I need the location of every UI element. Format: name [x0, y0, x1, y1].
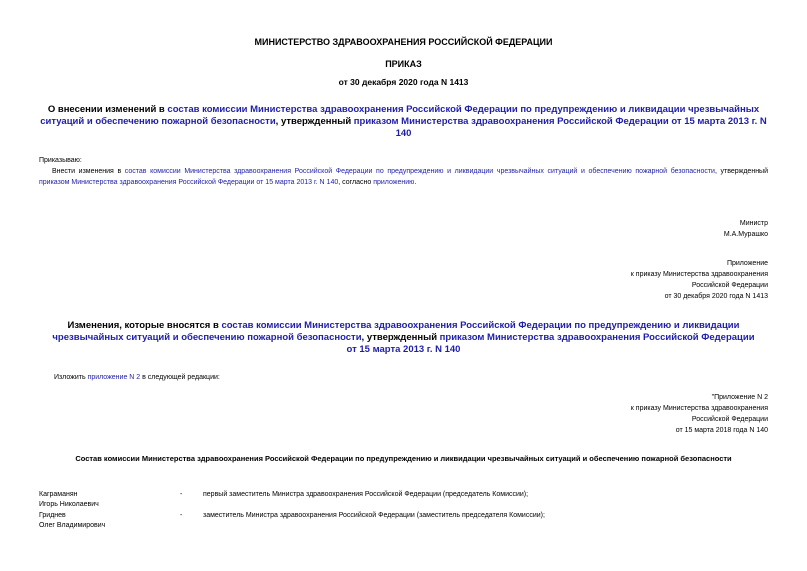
member-dash: -: [180, 512, 183, 519]
appendix-ref-line3: Российской Федерации: [691, 282, 768, 289]
changes-link-commission[interactable]: состав комиссии Министерства здравоохранения Российской Федерации по предупреждению и ликвидации чрезвычайных ситуаций и обеспечению пожарной безопасности: [52, 320, 740, 343]
composition-title: Состав комиссии Министерства здравоохранения Российской Федерации по предупреждению и ликвидации чрезвычайных ситуаций и обеспечению пожарной безопасности: [75, 454, 732, 463]
instruction: [54, 372, 220, 383]
order-link-commission[interactable]: состав комиссии Министерства здравоохранения Российской Федерации по предупреждению и ликвидации чрезвычайных ситуаций и обеспечению пожарной безопасности: [124, 168, 715, 175]
member-given-name: Игорь Николаевич: [39, 501, 99, 508]
appendix2-ref-line4: от 15 марта 2018 года N 140: [675, 427, 768, 434]
signatory-name: М.А.Мурашко: [723, 231, 768, 238]
member-role: первый заместитель Министра здравоохранения Российской Федерации (председатель Комиссии);: [203, 491, 529, 498]
changes-link-order-140[interactable]: приказом Министерства здравоохранения Российской Федерации от 15 марта 2013 г. N 140: [346, 332, 755, 355]
member-surname: Гриднев: [39, 512, 66, 519]
member-given-name: Олег Владимирович: [39, 522, 106, 529]
appendix2-ref: [631, 392, 768, 436]
prikazyvayu-label: Приказываю:: [39, 157, 82, 164]
title-link-order-140[interactable]: приказом Министерства здравоохранения Российской Федерации от 15 марта 2013 г. N 140: [353, 116, 767, 139]
title-link-commission[interactable]: состав комиссии Министерства здравоохранения Российской Федерации по предупреждению и ликвидации чрезвычайных ситуаций и обеспечению пожарной безопасности: [40, 104, 760, 127]
appendix2-ref-line2: к приказу Министерства здравоохранения: [630, 405, 768, 412]
instruction-link-appendix-2[interactable]: приложение N 2: [87, 374, 141, 381]
member-row: [39, 489, 768, 510]
appendix-ref: [631, 258, 768, 302]
order-body: [39, 166, 768, 188]
order-date-number: от 30 декабря 2020 года N 1413: [338, 77, 469, 87]
appendix-ref-line2: к приказу Министерства здравоохранения: [630, 271, 768, 278]
appendix-ref-line4: от 30 декабря 2020 года N 1413: [664, 293, 768, 300]
order-text-2: , утвержденный: [714, 168, 769, 175]
doc-type-heading: ПРИКАЗ: [385, 59, 422, 69]
changes-text-1: Изменения, которые вносятся в: [67, 320, 222, 331]
appendix-ref-line1: Приложение: [726, 260, 768, 267]
ministry-heading: МИНИСТЕРСТВО ЗДРАВООХРАНЕНИЯ РОССИЙСКОЙ ФЕДЕРАЦИИ: [254, 37, 553, 47]
order-text-3: , согласно: [338, 179, 374, 186]
order-text-1: Внести изменения в: [52, 168, 125, 175]
instruction-text-2: в следующей редакции:: [140, 374, 220, 381]
instruction-text-1: Изложить: [54, 374, 88, 381]
title-text-2: , утвержденный: [275, 116, 354, 127]
members-list: [39, 489, 768, 531]
changes-text-2: , утвержденный: [361, 332, 440, 343]
member-surname: Каграманян: [39, 491, 78, 498]
signatory-position: Министр: [739, 220, 768, 227]
member-row: [39, 510, 768, 531]
order-title: [40, 104, 767, 140]
appendix2-ref-line3: Российской Федерации: [691, 416, 768, 423]
appendix2-ref-line1: "Приложение N 2: [711, 394, 768, 401]
changes-title: [48, 320, 759, 356]
title-text-1: О внесении изменений в: [47, 104, 168, 115]
member-dash: -: [180, 491, 183, 498]
member-role: заместитель Министра здравоохранения Российской Федерации (заместитель председателя Комиссии);: [203, 512, 545, 519]
order-link-appendix[interactable]: приложению: [373, 179, 415, 186]
order-link-order-140[interactable]: приказом Министерства здравоохранения Российской Федерации от 15 марта 2013 г. N 140: [39, 179, 339, 186]
order-text-4: .: [414, 179, 417, 186]
